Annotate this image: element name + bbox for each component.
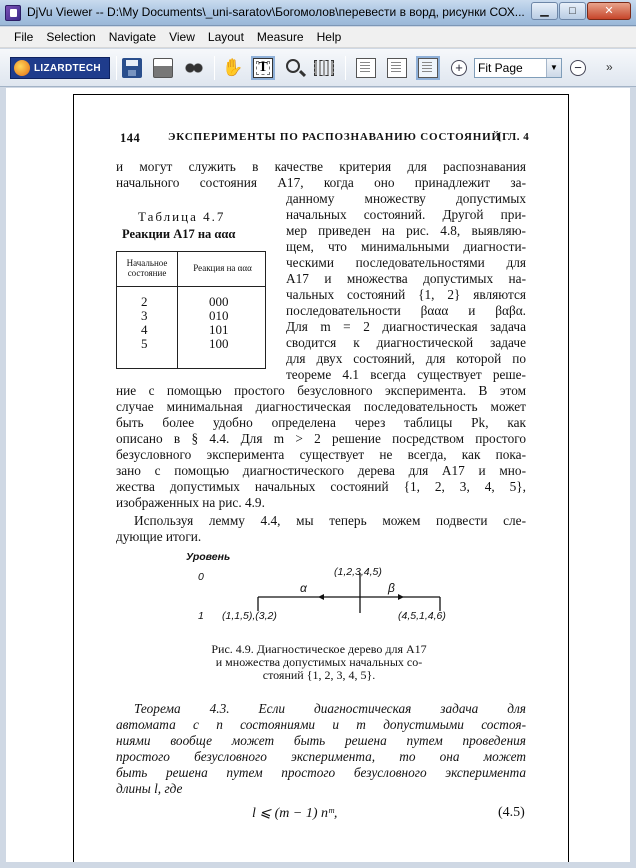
toolbar-separator <box>214 56 215 80</box>
window-title: DjVu Viewer -- D:\My Documents\_uni-saratov\Богомолов\перевести в ворд, рисунки СОХ... <box>27 5 525 19</box>
table-cell: 3 <box>141 308 148 323</box>
text-line: данному множеству допустимых <box>286 191 526 206</box>
theorem-line: Теорема 4.3. Если диагностическая задача для <box>134 701 526 716</box>
zoom-select[interactable] <box>474 58 562 78</box>
chevron-down-icon[interactable]: ▼ <box>546 59 561 77</box>
figure-left-node: (1,1,5),(3,2) <box>222 610 277 622</box>
menu-selection[interactable]: Selection <box>46 30 96 44</box>
toolbar-overflow-icon[interactable]: » <box>606 60 613 74</box>
table-cell: 2 <box>141 294 148 309</box>
theorem-line: ниями вообще может быть решена путем проведения <box>116 733 526 748</box>
equation-number: (4.5) <box>498 805 525 820</box>
text-line: сводится к диагностической задаче <box>286 335 526 350</box>
text-line: A17 и множества допустимых на- <box>286 271 526 286</box>
window-controls <box>531 2 631 20</box>
brand-text: LIZARDTECH <box>34 62 101 74</box>
text-line: и могут служить в качестве критерия для распознавания <box>116 159 526 174</box>
running-title: ЭКСПЕРИМЕНТЫ ПО РАСПОЗНАВАНИЮ СОСТОЯНИЙ <box>168 131 501 143</box>
region-select-icon[interactable] <box>314 60 334 76</box>
fit-page-icon[interactable] <box>418 58 438 78</box>
lizardtech-logo[interactable] <box>10 57 110 79</box>
reaction-table <box>116 251 266 369</box>
status-strip <box>0 862 636 868</box>
zoom-tool-icon[interactable] <box>286 59 300 73</box>
menu-layout[interactable]: Layout <box>207 30 244 44</box>
figure-level-label: Уровень <box>186 551 231 563</box>
toolbar-separator <box>345 56 346 80</box>
table-divider <box>177 252 178 368</box>
table-cell: 101 <box>209 322 229 337</box>
tree-lines <box>184 551 454 641</box>
text-line: случае минимальная диагностическая последовательность может <box>116 399 526 414</box>
text-line: теореме 4.1 всегда существует реше- <box>286 367 526 382</box>
text-line: мер приведен на рис. 4.8, выявляю- <box>286 223 526 238</box>
text-line: Используя лемму 4.4, мы теперь можем подвести сле- <box>134 513 526 528</box>
hand-pan-icon[interactable]: ✋ <box>222 58 244 77</box>
figure-level-0: 0 <box>198 571 204 583</box>
table-subcaption: Реакции A17 на ααα <box>122 227 236 241</box>
zoom-in-icon[interactable]: + <box>451 60 467 76</box>
figure-level-1: 1 <box>198 610 204 622</box>
table-cell: 100 <box>209 336 229 351</box>
toolbar-separator <box>116 56 117 80</box>
figure-root-node: (1,2,3,4,5) <box>334 566 382 578</box>
theorem-line: длины l, где <box>116 781 183 796</box>
table-header-reaction: Реакция на ααα <box>193 263 252 273</box>
table-cell: 5 <box>141 336 148 351</box>
continuous-page-icon[interactable] <box>387 58 407 78</box>
table-header-state: Начальное состояние <box>126 258 168 278</box>
text-line: зано с помощью диагностического дерева для A17 и мно- <box>116 463 526 478</box>
diagnostic-tree-figure <box>184 551 454 641</box>
text-line: Для m = 2 диагностическая задача <box>286 319 526 334</box>
djvu-app-icon <box>5 5 21 21</box>
document-viewport[interactable] <box>6 88 630 862</box>
zoom-select-value: Fit Page <box>478 61 523 75</box>
theorem-line: быть решена путем простого безусловного эксперимента <box>116 765 526 780</box>
figure-right-node: (4,5,1,4,6) <box>398 610 446 622</box>
theorem-line: автомата с n состояниями и m допустимыми состоя- <box>116 717 526 732</box>
djvu-page <box>73 94 569 862</box>
figure-beta-label: β <box>388 581 395 595</box>
text-line: ние с помощью простого безусловного эксперимента. В этом <box>116 383 526 398</box>
table-cell: 4 <box>141 322 148 337</box>
single-page-icon[interactable] <box>356 58 376 78</box>
figure-caption-line: и множества допустимых начальных со- <box>215 655 423 669</box>
text-line: изображенных на рис. 4.9. <box>116 495 265 510</box>
table-caption: Таблица 4.7 <box>138 209 226 224</box>
figure-caption-line: стояний {1, 2, 3, 4, 5}. <box>262 668 376 682</box>
text-line: для двух состояний, для которой по <box>286 351 526 366</box>
menu-measure[interactable]: Measure <box>256 30 304 44</box>
table-cell: 000 <box>209 294 229 309</box>
text-line: последовательности βααα и βαβα. <box>286 303 526 318</box>
print-icon[interactable] <box>153 58 173 78</box>
text-line: жества допустимых начальных состояний {1, 2, 3, 4, 5}, <box>116 479 526 494</box>
figure-caption-line: Рис. 4.9. Диагностическое дерево для A17 <box>211 642 427 656</box>
chapter-label: [ГЛ. 4 <box>498 131 530 143</box>
save-icon[interactable] <box>122 58 142 78</box>
text-line: начальных состояний. Другой при- <box>286 207 526 222</box>
text-line: быть более удобно определена через таблицы Pk, как <box>116 415 526 430</box>
table-divider <box>117 286 265 287</box>
menu-view[interactable]: View <box>169 30 195 44</box>
menu-help[interactable]: Help <box>316 30 342 44</box>
table-cell: 010 <box>209 308 229 323</box>
text-line: описано в § 4.4. Для m > 2 решение посредством простого <box>116 431 526 446</box>
figure-alpha-label: α <box>300 581 307 595</box>
text-line: ческими последовательностями для <box>286 255 526 270</box>
zoom-out-icon[interactable]: − <box>570 60 586 76</box>
menu-file[interactable]: File <box>14 30 34 44</box>
menu-navigate[interactable]: Navigate <box>108 30 157 44</box>
maximize-button[interactable]: □ <box>559 2 586 20</box>
text-line: безусловного эксперимента существует не всегда, как пока- <box>116 447 526 462</box>
text-line: начального состояния A17, когда оно принадлежит за- <box>116 175 526 190</box>
lizard-icon <box>14 60 30 76</box>
title-bar[interactable] <box>0 0 636 26</box>
minimize-button[interactable]: ▁ <box>531 2 558 20</box>
find-binoculars-icon[interactable] <box>184 58 204 78</box>
menu-bar <box>0 27 636 48</box>
text-line: дующие итоги. <box>116 529 202 544</box>
text-line: щем, что минимальными диагности- <box>286 239 526 254</box>
page-number: 144 <box>120 131 141 145</box>
text-line: чальных состояний {1, 2} являются <box>286 287 526 302</box>
theorem-line: простого безусловного эксперимента, то она может <box>116 749 526 764</box>
close-button[interactable]: ✕ <box>587 2 631 20</box>
equation: l ⩽ (m − 1) nᵐ, <box>252 806 338 821</box>
text-select-icon[interactable]: T <box>253 58 273 78</box>
toolbar <box>0 49 636 87</box>
